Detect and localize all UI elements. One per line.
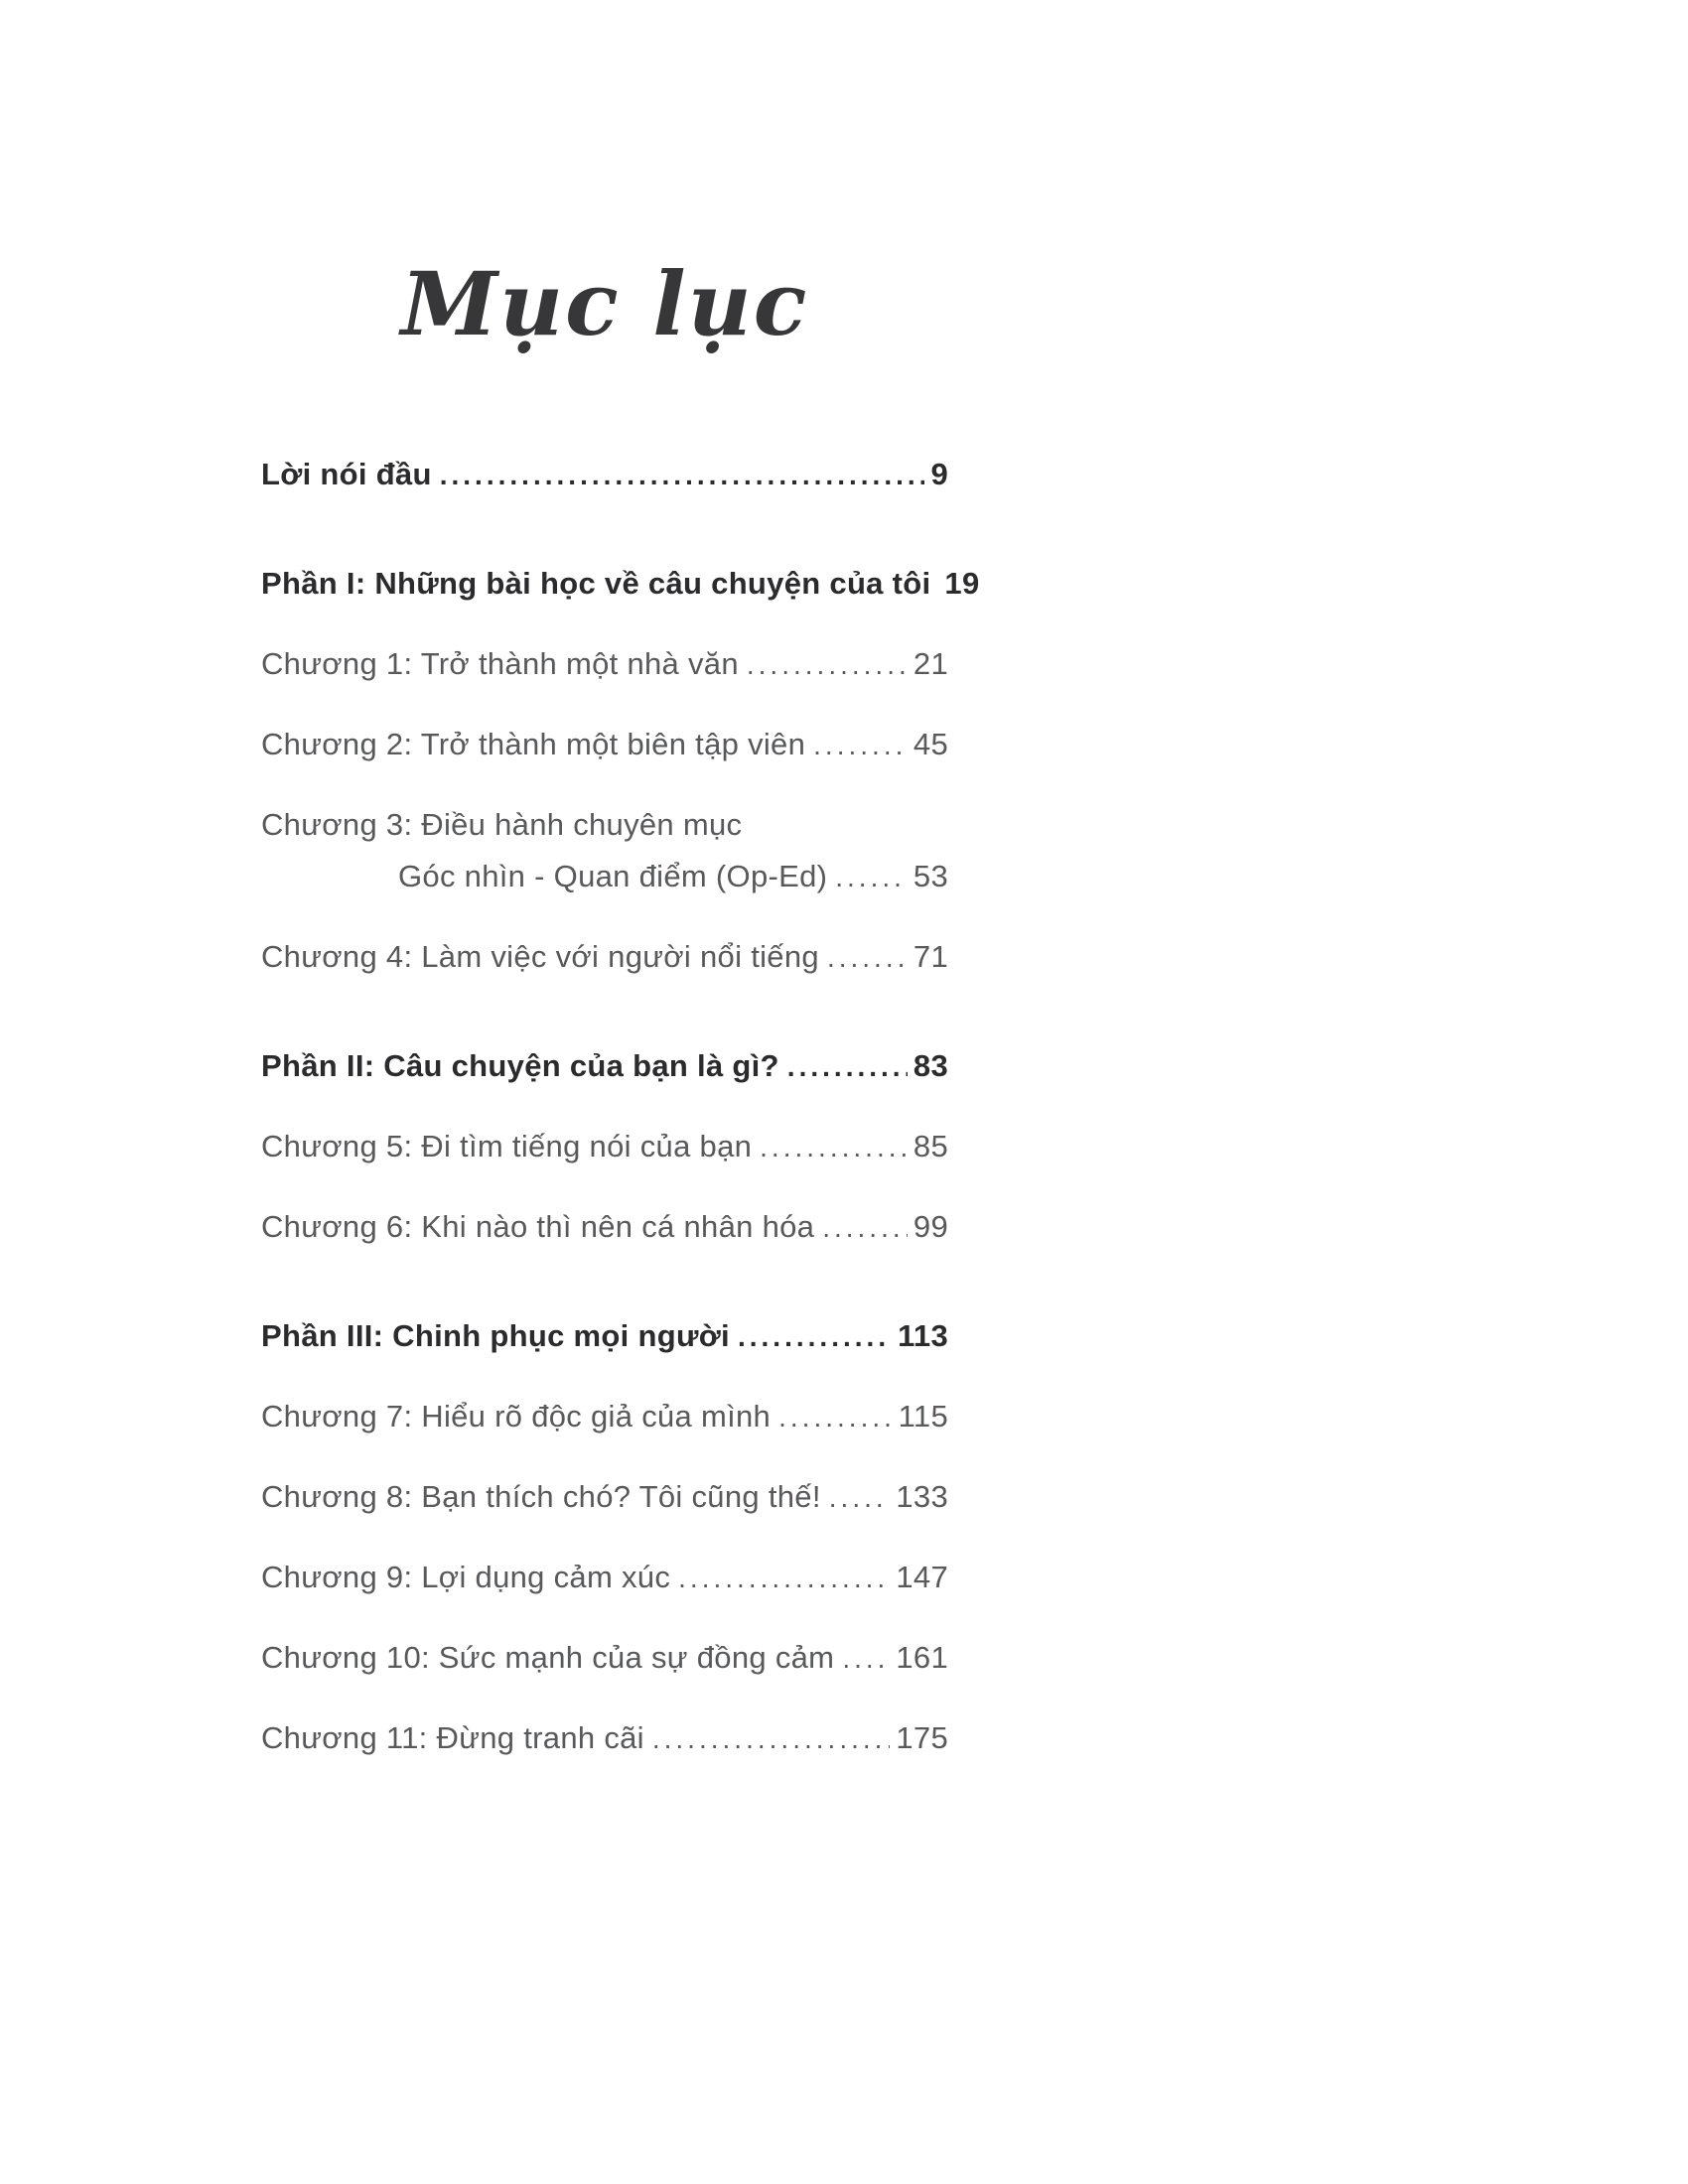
dot-leader <box>730 1321 892 1352</box>
dot-leader <box>827 862 908 892</box>
toc-entry-label-continued: Góc nhìn - Quan điểm (Op-Ed) <box>398 859 828 893</box>
toc-entry-label: Chương 7: Hiểu rõ độc giả của mình <box>261 1399 772 1433</box>
toc-entry-label: Chương 6: Khi nào thì nên cá nhân hóa <box>261 1209 815 1244</box>
toc-entry-page: 161 <box>896 1640 948 1675</box>
toc-section-entry <box>261 1320 948 1352</box>
toc-entry-label: Chương 11: Đừng tranh cãi <box>261 1720 644 1755</box>
toc-entry-page: 83 <box>913 1048 948 1083</box>
dot-leader <box>821 1482 891 1513</box>
toc-entry-page: 113 <box>898 1318 948 1353</box>
toc-entry <box>261 1481 948 1513</box>
dot-leader <box>814 1212 908 1243</box>
toc-entry-label: Chương 9: Lợi dụng cảm xúc <box>261 1560 671 1594</box>
toc-entry-page: 21 <box>913 646 948 681</box>
dot-leader <box>739 649 908 680</box>
toc-entry-label: Chương 3: Điều hành chuyên mục <box>261 807 743 842</box>
dot-leader <box>834 1643 890 1674</box>
dot-leader <box>805 730 908 760</box>
toc-entry-page: 19 <box>944 566 980 601</box>
toc-entry-label: Chương 2: Trở thành một biên tập viên <box>261 727 806 761</box>
page-title: Mục lục <box>400 252 809 355</box>
toc-entry-page: 53 <box>913 859 948 893</box>
toc-entry <box>261 1131 948 1162</box>
dot-leader <box>819 942 908 973</box>
toc-entry <box>261 729 948 760</box>
toc-entry-page: 85 <box>913 1129 948 1163</box>
dot-leader <box>779 1051 908 1082</box>
toc-entry-line2 <box>261 861 948 892</box>
toc-entry-label: Chương 4: Làm việc với người nổi tiếng <box>261 939 819 974</box>
toc-entry-label: Phần III: Chinh phục mọi người <box>261 1318 730 1353</box>
toc-entry <box>261 648 948 680</box>
toc-entry-page: 71 <box>913 939 948 974</box>
toc-entry-page: 133 <box>896 1479 948 1514</box>
toc-entry-label: Chương 10: Sức mạnh của sự đồng cảm <box>261 1640 835 1675</box>
toc-entry <box>261 1401 948 1433</box>
toc-section-entry <box>261 566 980 601</box>
toc-entry-page: 45 <box>913 727 948 761</box>
toc-entry <box>261 941 948 973</box>
toc-entry-label: Chương 8: Bạn thích chó? Tôi cũng thế! <box>261 1479 821 1514</box>
table-of-contents <box>261 0 980 1803</box>
toc-entry-page: 115 <box>898 1399 948 1433</box>
dot-leader <box>432 460 925 490</box>
toc-entry-page: 147 <box>896 1560 948 1594</box>
toc-entry-label: Chương 1: Trở thành một nhà văn <box>261 646 739 681</box>
toc-entry-page: 99 <box>913 1209 948 1244</box>
dot-leader <box>771 1402 893 1433</box>
dot-leader <box>644 1723 891 1754</box>
toc-entry <box>261 1211 948 1243</box>
toc-entry-label: Phần II: Câu chuyện của bạn là gì? <box>261 1048 779 1083</box>
toc-entry <box>261 1562 948 1593</box>
toc-section-entry <box>261 1050 948 1082</box>
toc-entry-page: 9 <box>930 457 948 491</box>
toc-entry <box>261 459 948 490</box>
toc-entry-label: Phần I: Những bài học về câu chuyện của tôi <box>261 566 931 601</box>
toc-entry <box>261 809 948 892</box>
toc-entry-label: Lời nói đầu <box>261 457 432 491</box>
toc-entry <box>261 1722 948 1754</box>
dot-leader <box>752 1132 908 1162</box>
toc-entry-label: Chương 5: Đi tìm tiếng nói của bạn <box>261 1129 753 1163</box>
toc-entry-page: 175 <box>896 1720 948 1755</box>
toc-entry-line1 <box>261 809 948 840</box>
dot-leader <box>670 1563 890 1593</box>
dot-leader <box>930 569 938 600</box>
toc-entry <box>261 1642 948 1674</box>
